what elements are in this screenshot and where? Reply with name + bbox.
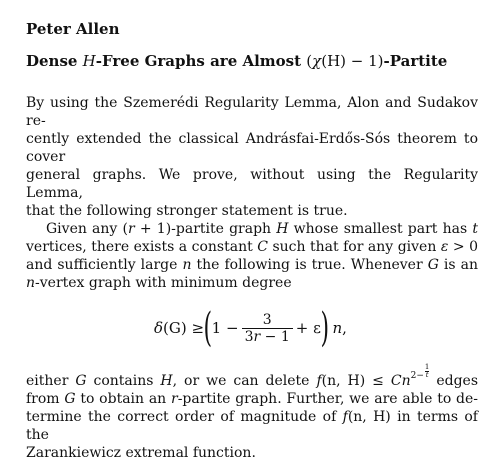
math-r: r bbox=[170, 391, 178, 407]
text-line: that the following stronger statement is true. bbox=[26, 203, 348, 219]
text-span: -vertex graph with minimum degree bbox=[35, 275, 292, 291]
text-line: By using the Szemerédi Regularity Lemma, Alon and Sudakov re- bbox=[26, 95, 478, 129]
math-n: n bbox=[182, 257, 192, 273]
math-G: G bbox=[75, 373, 87, 389]
title-chi-arg: (H) bbox=[321, 52, 347, 70]
formula-comma: , bbox=[342, 319, 347, 337]
title-H: H bbox=[82, 52, 96, 70]
math-G: G bbox=[427, 257, 439, 273]
text-line: general graphs. We prove, without using the Regularity Lemma, bbox=[26, 167, 478, 201]
text-span: in terms of the bbox=[26, 409, 478, 443]
right-paren: ) bbox=[320, 305, 329, 351]
text-line bbox=[26, 274, 478, 292]
abstract-body bbox=[26, 94, 478, 462]
text-span: to obtain an bbox=[75, 391, 171, 407]
math-delta: δ bbox=[154, 319, 164, 337]
math-r: r bbox=[127, 221, 135, 237]
math-C: C bbox=[257, 239, 268, 255]
text-line: cently extended the classical Andrásfai-Erdős-Sós theorem to cover bbox=[26, 131, 478, 165]
abstract-page bbox=[26, 20, 478, 462]
text-line bbox=[26, 408, 478, 444]
math-t: t bbox=[472, 221, 478, 237]
formula-fraction bbox=[242, 312, 293, 345]
text-span: vertices, there exists a constant bbox=[26, 239, 258, 255]
text-span: from bbox=[26, 391, 65, 407]
title-minus-one: − 1) bbox=[346, 52, 384, 70]
math-f: f bbox=[342, 409, 348, 425]
text-span: edges bbox=[429, 373, 479, 389]
left-paren: ( bbox=[203, 305, 213, 351]
math-H: H bbox=[276, 221, 289, 237]
text-span: Given any ( bbox=[46, 221, 128, 237]
text-line bbox=[26, 390, 478, 408]
abstract-paragraph-2 bbox=[26, 220, 478, 292]
text-span: , or we can delete bbox=[172, 373, 317, 389]
math-Cn: Cn bbox=[390, 373, 411, 389]
text-line bbox=[26, 364, 478, 390]
title-paren-open: ( bbox=[306, 52, 313, 70]
title-part2: -Free Graphs are Almost bbox=[95, 52, 307, 70]
text-line bbox=[26, 256, 478, 274]
den-3: 3 bbox=[244, 328, 254, 345]
math-leq: ≤ bbox=[365, 373, 391, 389]
formula-row bbox=[154, 304, 347, 352]
text-span: > 0 bbox=[448, 239, 478, 255]
title-chi: χ bbox=[312, 52, 322, 70]
text-span: the following is true. Whenever bbox=[191, 257, 428, 273]
math-f-args: (n, H) bbox=[347, 409, 391, 425]
text-line: Zarankiewicz extremal function. bbox=[26, 445, 256, 461]
math-n: n bbox=[332, 319, 343, 337]
text-span: + 1)-partite graph bbox=[134, 221, 277, 237]
fraction-denominator bbox=[242, 329, 293, 345]
math-r: r bbox=[253, 328, 261, 345]
text-span: contains bbox=[86, 373, 161, 389]
abstract-paragraph-3 bbox=[26, 364, 478, 462]
math-H: H bbox=[160, 373, 173, 389]
math-G: G bbox=[64, 391, 76, 407]
den-minus-one: − 1 bbox=[260, 328, 290, 345]
fraction-numerator: 3 bbox=[262, 311, 272, 328]
text-line bbox=[26, 238, 478, 256]
exponent bbox=[410, 363, 430, 381]
text-span: and sufficiently large bbox=[26, 257, 183, 273]
paper-title bbox=[26, 52, 478, 70]
text-span: is an bbox=[438, 257, 478, 273]
text-span: termine the correct order of magnitude of bbox=[26, 409, 343, 425]
text-span: -partite graph. Further, we are able to de- bbox=[177, 391, 479, 407]
exp-frac-num: 1 bbox=[424, 363, 430, 371]
text-line bbox=[26, 220, 478, 238]
formula-plus-epsilon: + ε bbox=[295, 319, 321, 337]
title-part1: Dense bbox=[26, 52, 83, 70]
text-span: either bbox=[26, 373, 76, 389]
formula-one-minus: 1 − bbox=[211, 319, 239, 337]
title-part3: -Partite bbox=[383, 52, 448, 70]
exp-frac-den: t bbox=[425, 371, 429, 379]
formula-lhs: (G) ≥ bbox=[163, 319, 205, 337]
exponent-text: 2− bbox=[410, 371, 424, 381]
author-name: Peter Allen bbox=[26, 20, 120, 38]
math-f-args: (n, H) bbox=[321, 373, 366, 389]
abstract-paragraph-1 bbox=[26, 94, 478, 220]
text-span: such that for any given bbox=[267, 239, 441, 255]
display-formula bbox=[26, 292, 478, 364]
text-span: whose smallest part has bbox=[288, 221, 473, 237]
math-n: n bbox=[26, 275, 36, 291]
math-f: f bbox=[316, 373, 322, 389]
math-epsilon: ε bbox=[440, 239, 449, 255]
